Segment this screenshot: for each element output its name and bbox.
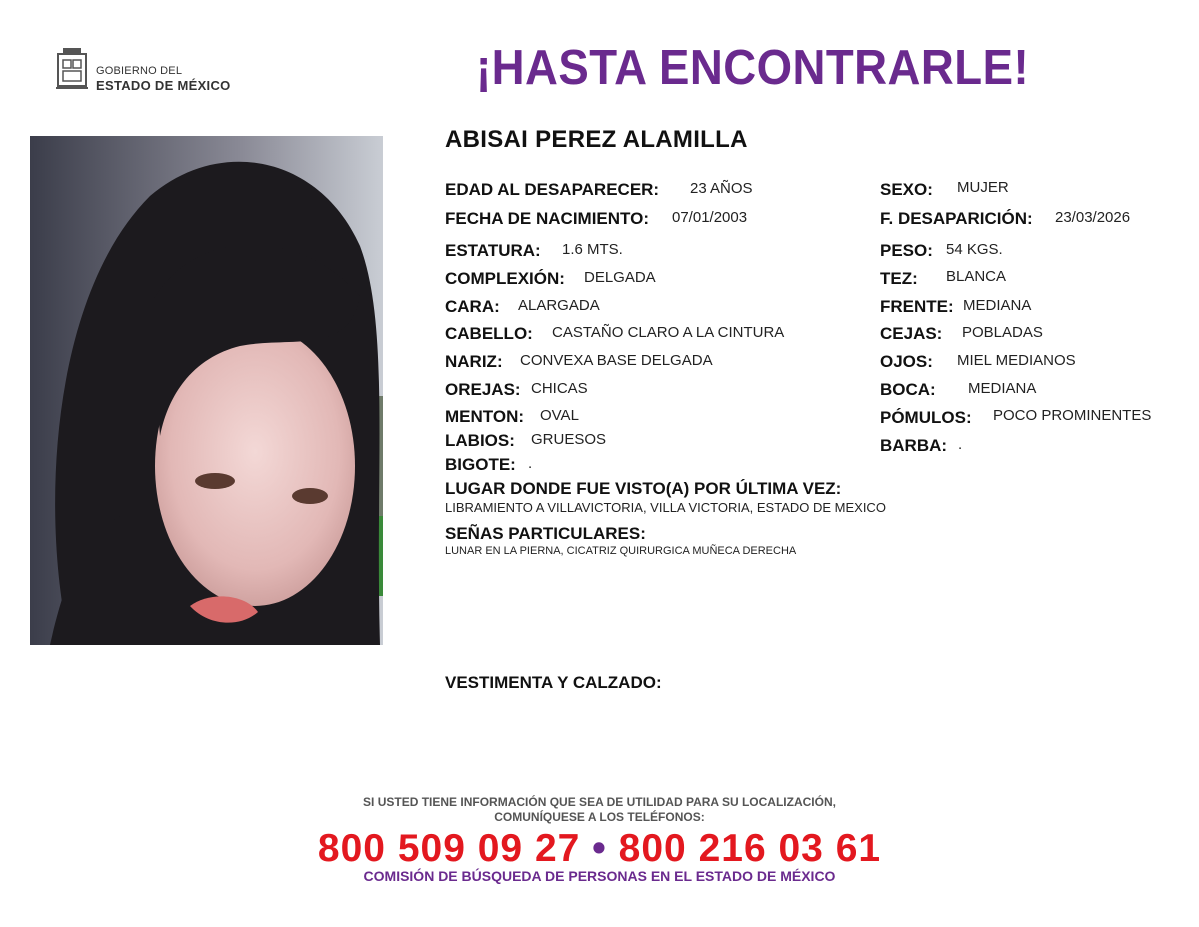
portrait-image [30, 136, 383, 645]
field-value-age: 23 AÑOS [690, 180, 753, 197]
field-label-disappearance-date: F. DESAPARICIÓN: [880, 209, 1033, 228]
field-value-forehead: MEDIANA [963, 297, 1032, 314]
field-label-beard: BARBA: [880, 436, 948, 455]
state-seal-icon [56, 46, 88, 90]
field-value-eyebrows: POBLADAS [962, 324, 1043, 341]
phone-numbers [0, 827, 1199, 871]
field-label-sex: SEXO: [880, 180, 933, 199]
government-logo [56, 46, 246, 96]
headline: ¡HASTA ENCONTRARLE! [476, 41, 1030, 95]
person-photo [30, 136, 383, 645]
field-value-cheekbones: POCO PROMINENTES [993, 407, 1152, 424]
field-label-build: COMPLEXIÓN: [445, 269, 565, 288]
field-value-mouth: MEDIANA [968, 380, 1037, 397]
field-value-birthdate: 07/01/2003 [672, 209, 748, 226]
field-label-height: ESTATURA: [445, 241, 541, 260]
field-value-ears: CHICAS [531, 380, 588, 397]
field-label-mustache: BIGOTE: [445, 455, 516, 474]
field-value-face: ALARGADA [518, 297, 600, 314]
field-value-disappearance-date: 23/03/2026 [1055, 209, 1131, 226]
phone-2: 800 216 03 61 [618, 827, 882, 870]
field-label-age: EDAD AL DESAPARECER: [445, 180, 660, 199]
field-label-complexion: TEZ: [880, 269, 918, 288]
field-value-hair: CASTAÑO CLARO A LA CINTURA [552, 324, 785, 341]
field-value-build: DELGADA [584, 269, 656, 286]
field-label-forehead: FRENTE: [880, 297, 954, 316]
field-value-mustache: . [528, 455, 533, 472]
footer-info-line-1: SI USTED TIENE INFORMACIÓN QUE SEA DE UTILIDAD PARA SU LOCALIZACIÓN, [363, 795, 836, 809]
field-label-face: CARA: [445, 297, 500, 316]
field-label-cheekbones: PÓMULOS: [880, 408, 972, 427]
particular-marks-label: SEÑAS PARTICULARES: [445, 524, 646, 543]
clothing-label: VESTIMENTA Y CALZADO: [445, 673, 662, 692]
logo-line-2: ESTADO DE MÉXICO [96, 78, 231, 93]
field-value-weight: 54 KGS. [946, 241, 1003, 258]
field-value-beard: . [958, 436, 963, 453]
last-seen-label: LUGAR DONDE FUE VISTO(A) POR ÚLTIMA VEZ: [445, 479, 842, 498]
person-name: ABISAI PEREZ ALAMILLA [445, 126, 748, 153]
phone-1: 800 509 09 27 [317, 827, 581, 870]
field-value-nose: CONVEXA BASE DELGADA [520, 352, 713, 369]
agency-name: COMISIÓN DE BÚSQUEDA DE PERSONAS EN EL ESTADO DE MÉXICO [363, 868, 836, 884]
phone-separator: • [592, 827, 607, 870]
field-value-lips: GRUESOS [531, 431, 607, 448]
field-label-mouth: BOCA: [880, 380, 936, 399]
logo-line-1: GOBIERNO DEL [96, 65, 183, 77]
field-label-lips: LABIOS: [445, 431, 515, 450]
field-label-eyebrows: CEJAS: [880, 324, 943, 343]
last-seen-value: LIBRAMIENTO A VILLAVICTORIA, VILLA VICTORIA, ESTADO DE MEXICO [445, 500, 886, 515]
footer-info-line-2: COMUNÍQUESE A LOS TELÉFONOS: [494, 810, 705, 824]
field-value-complexion: BLANCA [946, 268, 1007, 285]
field-value-chin: OVAL [540, 407, 579, 424]
field-label-chin: MENTON: [445, 407, 525, 426]
field-label-hair: CABELLO: [445, 324, 533, 343]
field-label-eyes: OJOS: [880, 352, 933, 371]
field-value-height: 1.6 MTS. [562, 241, 623, 258]
field-label-weight: PESO: [880, 241, 933, 260]
field-label-birthdate: FECHA DE NACIMIENTO: [445, 209, 649, 228]
particular-marks-value: LUNAR EN LA PIERNA, CICATRIZ QUIRURGICA MUÑECA DERECHA [445, 545, 797, 557]
field-label-ears: OREJAS: [445, 380, 521, 399]
field-value-sex: MUJER [957, 179, 1009, 196]
field-label-nose: NARIZ: [445, 352, 503, 371]
field-value-eyes: MIEL MEDIANOS [957, 352, 1076, 369]
